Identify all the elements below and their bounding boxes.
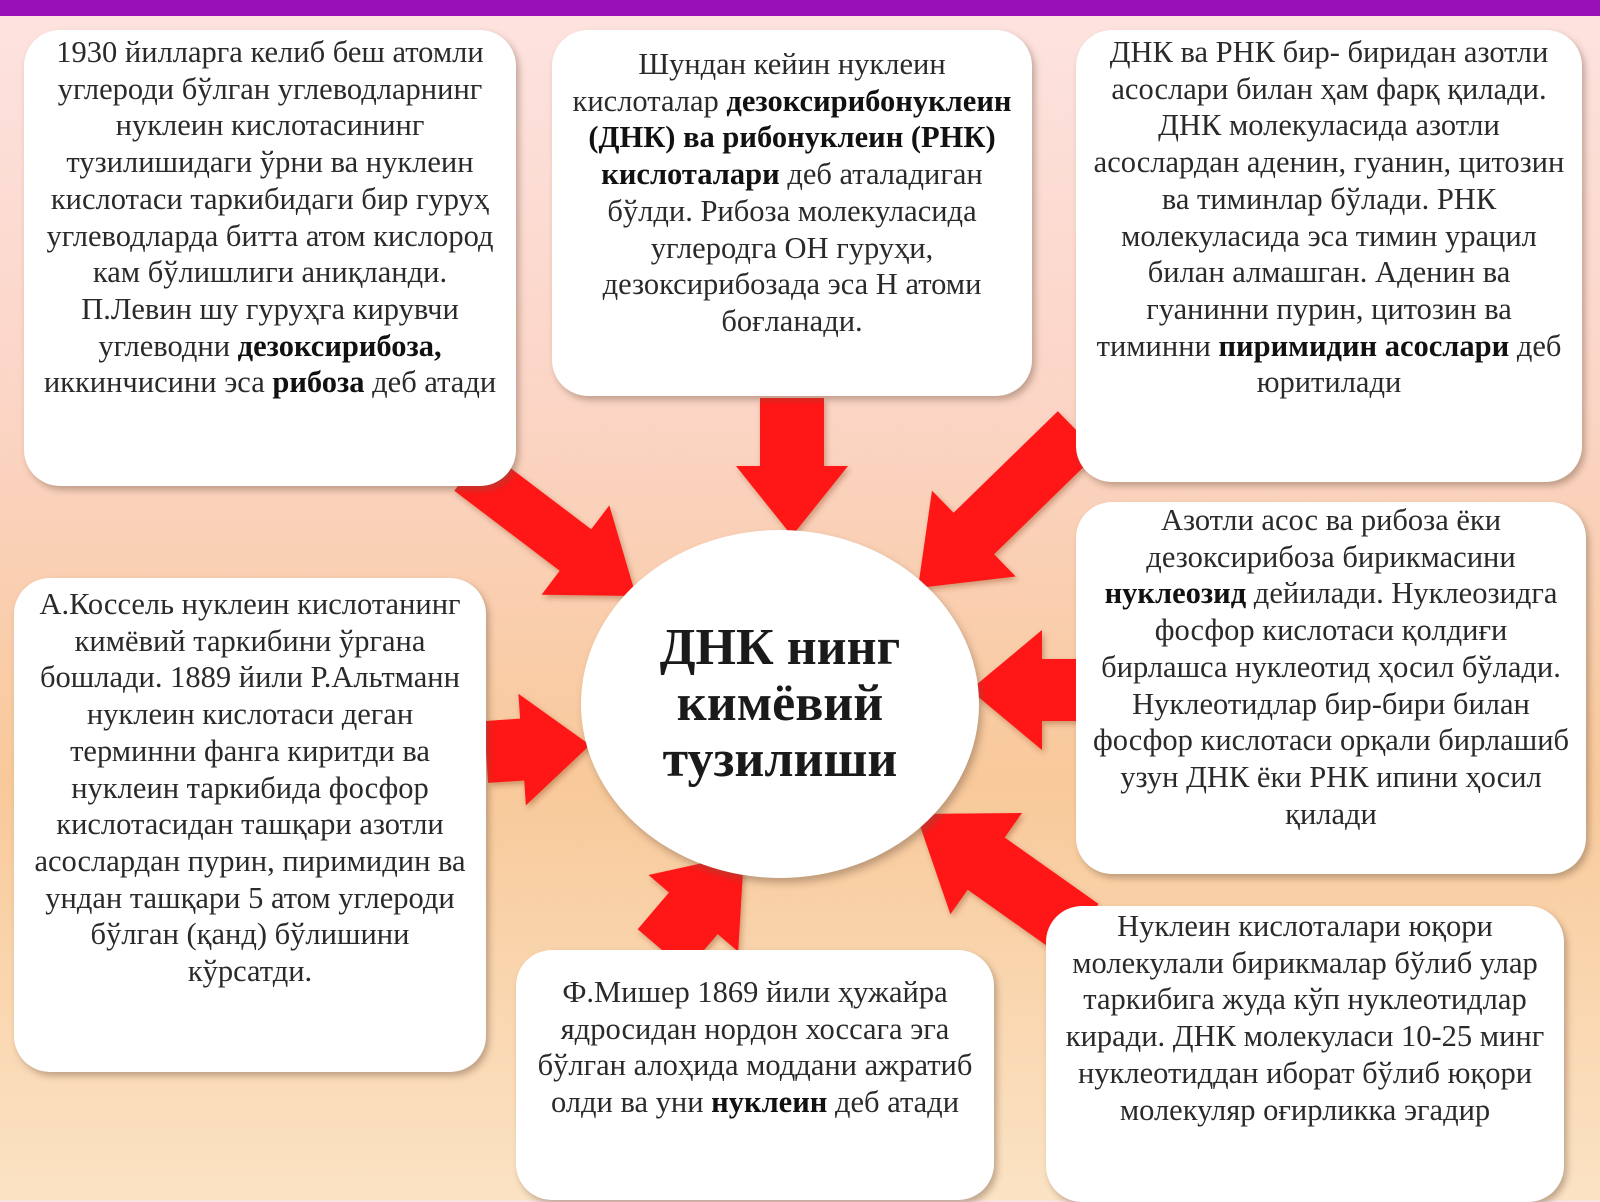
text-run: Шундан кейин нуклеин кислоталар <box>572 47 946 118</box>
info-box-top-center <box>552 30 1032 396</box>
center-title: ДНК нинг кимёвий тузилиши <box>659 619 901 788</box>
arrow-from-middle-right <box>970 630 1078 750</box>
text-run: дейилади. Нуклеозидга фосфор кислотаси қолдиғи бирлашса нуклеотид ҳосил бўлади. Нуклеотидлар бир-бири билан фосфор кислотаси орқали бирлашиб узун ДНК ёки РНК ипини ҳосил қилади <box>1092 576 1570 831</box>
text-run: А.Коссель нуклеин кислотанинг кимёвий таркибини ўргана бошлади. 1889 йили Р.Альтманн нуклеин кислотаси деган терминни фанга киритди ва нуклеин таркибида фосфор кислотасидан ташқари азотли асослардан пурин, пиримидин ва ундан ташқари 5 атом углероди бўлган (қанд) бўлишини кўрсатди. <box>34 587 466 989</box>
bold-term: пиримидин асослари <box>1218 328 1510 363</box>
bold-term: нуклеозид <box>1104 576 1247 611</box>
bold-term: дезоксирибоза, <box>237 328 442 363</box>
text-run: Азотли асос ва рибоза ёки дезоксирибоза бирикмасини <box>1146 503 1516 574</box>
info-text <box>528 974 982 1121</box>
info-text <box>1058 908 1552 1128</box>
arrow-from-middle-left <box>484 694 590 806</box>
bold-term: дезоксирибонуклеин (ДНК) ва рибонуклеин (РНК) кислоталари <box>588 83 1012 192</box>
info-box-bottom-center <box>516 950 994 1200</box>
info-box-top-right <box>1076 30 1582 482</box>
text-run: ДНК ва РНК бир- биридан азотли асослари билан ҳам фарқ қилади. ДНК молекуласида азотли асослардан аденин, гуанин, цитозин ва тиминлар бўлади. РНК молекуласида эса тимин урацил билан алмашган. Аденин ва гуанинни пурин, цитозин ва тиминни <box>1093 35 1565 363</box>
center-circle <box>581 530 979 878</box>
info-box-bottom-right <box>1046 906 1564 1202</box>
info-box-middle-right <box>1076 502 1586 874</box>
info-box-middle-left <box>14 578 486 1072</box>
arrow-from-top-center <box>736 398 848 536</box>
info-text <box>1088 34 1570 401</box>
arrow-from-top-right <box>918 411 1098 588</box>
info-box-top-left <box>24 30 516 486</box>
bold-term: рибоза <box>272 365 365 400</box>
text-run: иккинчисини эса <box>43 365 273 400</box>
text-run: деб атади <box>364 365 497 400</box>
text-run: деб юритилади <box>1256 328 1562 400</box>
text-run: деб атади <box>827 1085 960 1120</box>
text-run: Нуклеин кислоталари юқори молекулали бирикмалар бўлиб улар таркибига жуда кўп нуклеотидлар киради. ДНК молекуласи 10-25 минг нуклеотиддан иборат бўлиб юқори молекуляр оғирликка эгадир <box>1065 909 1545 1127</box>
bold-term: нуклеин <box>711 1085 828 1120</box>
info-text <box>36 34 504 401</box>
info-text <box>1088 502 1574 832</box>
text-run: 1930 йилларга келиб беш атомли углероди бўлган углеводларнинг нуклеин кислотасининг тузилишидаги ўрни ва нуклеин кислотаси таркибидаги бир гуруҳ углеводларда битта атом кислород кам бўлишлиги аниқланди. П.Левин шу гуруҳга кирувчи углеводни <box>46 35 494 363</box>
text-run: деб аталадиган бўлди. Рибоза молекуласида углеродга ОН гуруҳи, дезоксирибозада эса Н атоми боғланади. <box>602 157 983 338</box>
info-text <box>26 586 474 990</box>
text-run: Ф.Мишер 1869 йили ҳужайра ядросидан нордон хоссага эга бўлган алоҳида моддани ажратиб олди ва уни <box>537 975 973 1120</box>
info-text <box>564 46 1020 340</box>
